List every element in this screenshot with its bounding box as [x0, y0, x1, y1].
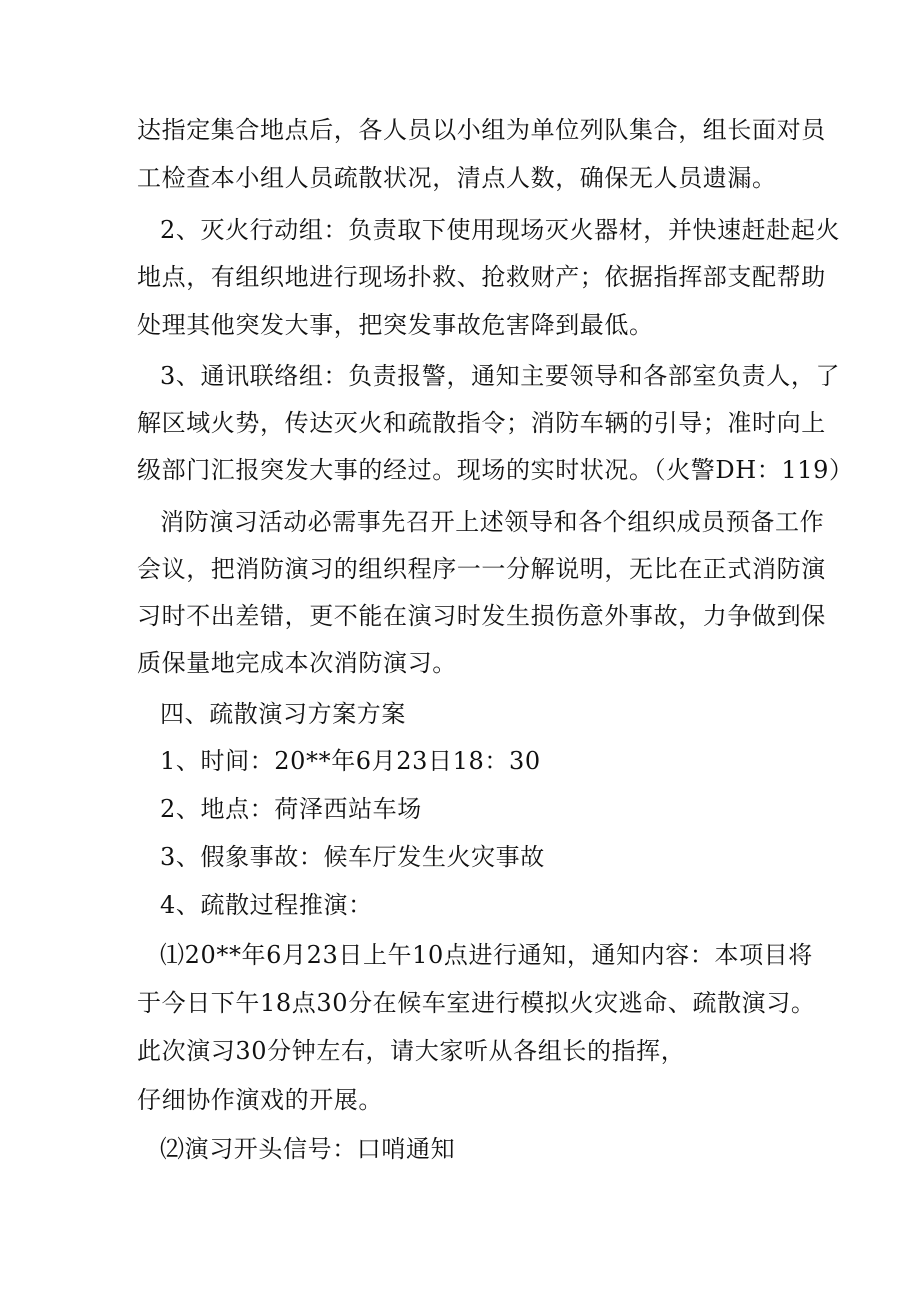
list-item: 1、时间：20**年6月23日18：30	[160, 747, 541, 775]
paragraph-line: 习时不出差错，更不能在演习时发生损伤意外事故，力争做到保	[137, 602, 826, 630]
paragraph-line: ⑴20**年6月23日上午10点进行通知，通知内容：本项目将	[160, 941, 813, 969]
list-item: ⑵演习开头信号：口哨通知	[160, 1135, 456, 1163]
paragraph-line: 质保量地完成本次消防演习。	[137, 649, 457, 677]
paragraph-line: 工检查本小组人员疏散状况，清点人数，确保无人员遗漏。	[137, 164, 777, 192]
paragraph-line: 于今日下午18点30分在候车室进行模拟火灾逃命、疏散演习。	[137, 989, 816, 1017]
paragraph-line: 2、灭火行动组：负责取下使用现场灭火器材，并快速赶赴起火	[160, 216, 841, 244]
paragraph-line: 地点，有组织地进行现场扑救、抢救财产；依据指挥部支配帮助	[137, 263, 826, 291]
paragraph-line: 仔细协作演戏的开展。	[137, 1086, 383, 1114]
paragraph-line: 3、通讯联络组：负责报警，通知主要领导和各部室负责人，了	[160, 362, 841, 390]
list-item: 3、假象事故：候车厅发生火灾事故	[160, 843, 545, 871]
list-item: 4、疏散过程推演：	[160, 891, 373, 919]
paragraph-line: 处理其他突发大事，把突发事故危害降到最低。	[137, 311, 654, 339]
paragraph-line: 级部门汇报突发大事的经过。现场的实时状况。（火警DH：119）	[137, 456, 854, 484]
paragraph-line: 解区域火势，传达灭火和疏散指令；消防车辆的引导；准时向上	[137, 409, 826, 437]
paragraph-line: 会议，把消防演习的组织程序一一分解说明，无比在正式消防演	[137, 555, 826, 583]
paragraph-line: 此次演习30分钟左右，请大家听从各组长的指挥，	[137, 1037, 686, 1065]
paragraph-line: 消防演习活动必需事先召开上述领导和各个组织成员预备工作	[160, 508, 825, 536]
section-heading: 四、疏散演习方案方案	[160, 700, 406, 728]
paragraph-line: 达指定集合地点后，各人员以小组为单位列队集合，组长面对员	[137, 116, 826, 144]
list-item: 2、地点：荷泽西站车场	[160, 795, 422, 823]
